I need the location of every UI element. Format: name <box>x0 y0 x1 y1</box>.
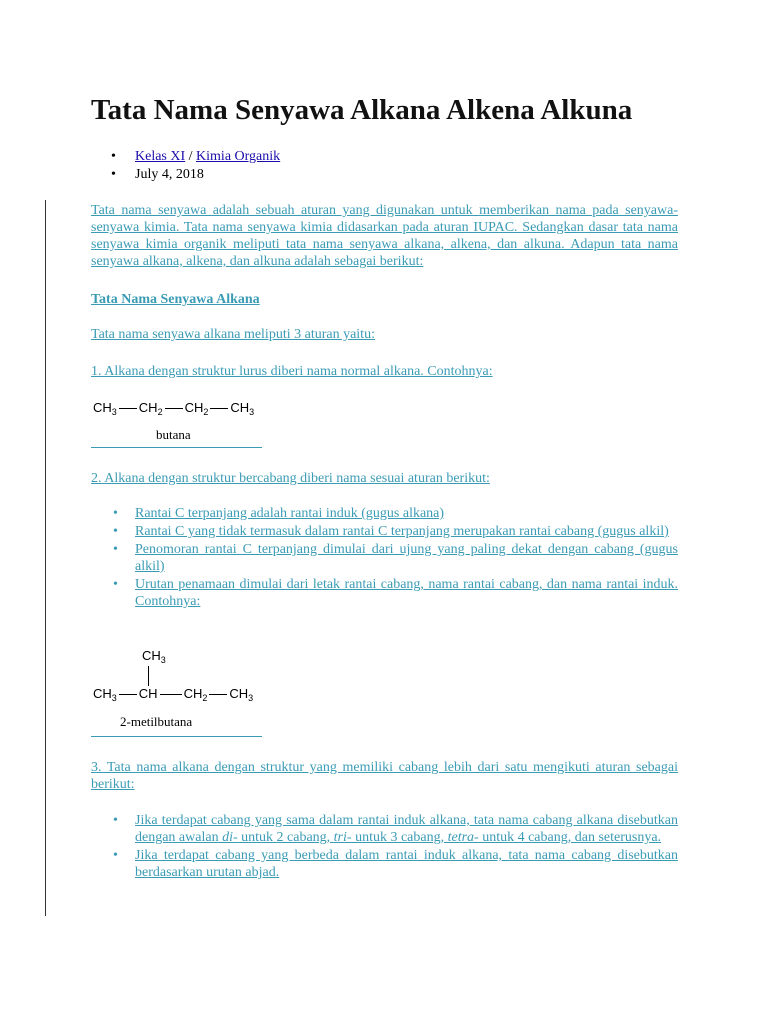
single-bond <box>119 694 137 695</box>
rule-2-bullet[interactable]: • Penomoran rantai C terpanjang dimulai dari ujung yang paling dekat dengan cabang (gugus alkil) <box>91 541 678 575</box>
butana-structure <box>91 398 291 448</box>
atom-ch2: $CH_2$ <box>184 400 209 417</box>
atom-ch3-branch: $CH_3$ <box>142 648 166 665</box>
atom-ch3: $CH_3$ <box>93 686 117 703</box>
atom-ch: CH <box>138 686 158 701</box>
rule-2-list <box>91 505 678 611</box>
rule-1-text[interactable]: 1. Alkana dengan struktur lurus diberi nama normal alkana. Contohnya: <box>91 364 493 379</box>
left-margin-rule <box>45 200 46 916</box>
category-separator: / <box>188 149 193 164</box>
figure-underline <box>91 736 262 737</box>
post-categories <box>91 148 280 166</box>
rule-3-list <box>91 812 678 882</box>
atom-ch2: $CH_2$ <box>183 686 208 703</box>
rule-3-bullet[interactable]: • Jika terdapat cabang yang berbeda dalam rantai induk alkana, tata nama cabang disebutkan berdasarkan urutan abjad. <box>91 847 678 881</box>
prefix-tetra: tetra- <box>447 830 479 845</box>
post-date <box>91 166 280 184</box>
prefix-di: di- <box>222 830 238 845</box>
branch-bond <box>148 666 149 686</box>
atom-ch3: $CH_3$ <box>229 686 254 703</box>
atom-ch2: $CH_2$ <box>138 400 163 417</box>
atom-ch3: $CH_3$ <box>93 400 117 417</box>
rule-2-bullet[interactable]: • Rantai C yang tidak termasuk dalam rantai C terpanjang merupakan rantai cabang (gugus alkil) <box>91 523 678 540</box>
rule-2-text[interactable]: 2. Alkana dengan struktur bercabang diberi nama sesuai aturan berikut: <box>91 471 490 486</box>
rule-3-text[interactable]: 3. Tata nama alkana dengan struktur yang memiliki cabang lebih dari satu mengikuti aturan sebagai berikut: <box>91 760 678 792</box>
rule-3-bullet[interactable]: • Jika terdapat cabang yang sama dalam rantai induk alkana, tata nama cabang alkana disebutkan dengan awalan di- untuk 2 cabang, tri- untuk 3 cabang, tetra- untuk 4 cabang, dan seterusnya. <box>91 812 678 846</box>
metilbutana-label: 2-metilbutana <box>120 714 193 729</box>
section-heading-alkana[interactable]: Tata Nama Senyawa Alkana <box>91 292 260 307</box>
figure-underline <box>91 447 262 448</box>
prefix-tri: tri- <box>333 830 352 845</box>
rule-2-bullet[interactable]: • Urutan penamaan dimulai dari letak rantai cabang, nama rantai cabang, dan nama rantai induk. Contohnya: <box>91 576 678 610</box>
single-bond <box>209 694 227 695</box>
post-date-text: July 4, 2018 <box>135 167 204 182</box>
metilbutana-chain <box>93 686 253 703</box>
atom-ch3: $CH_3$ <box>230 400 255 417</box>
intro-paragraph[interactable]: Tata nama senyawa adalah sebuah aturan yang digunakan untuk memberikan nama pada senyawa-senyawa kimia. Tata nama senyawa kimia didasarkan pada aturan IUPAC. Sedangkan dasar tata nama senyawa kimia organik meliputi tata nama senyawa alkana, alkena, dan alkuna. Adapun tata nama senyawa alkana, alkena, dan alkuna adalah sebagai berikut: <box>91 203 678 269</box>
butana-chain <box>93 400 254 417</box>
butana-label: butana <box>156 427 191 442</box>
single-bond <box>210 408 228 409</box>
post-meta <box>91 148 280 184</box>
metilbutana-structure <box>91 646 291 736</box>
page-title: Tata Nama Senyawa Alkana Alkena Alkuna <box>91 94 633 126</box>
category-link-kelas-xi[interactable]: Kelas XI <box>135 149 186 164</box>
single-bond <box>160 694 182 695</box>
single-bond <box>119 408 137 409</box>
section-intro[interactable]: Tata nama senyawa alkana meliputi 3 aturan yaitu: <box>91 327 375 342</box>
single-bond <box>165 408 183 409</box>
rule-2-bullet[interactable]: • Rantai C terpanjang adalah rantai induk (gugus alkana) <box>91 505 678 522</box>
category-link-kimia-organik[interactable]: Kimia Organik <box>196 149 281 164</box>
